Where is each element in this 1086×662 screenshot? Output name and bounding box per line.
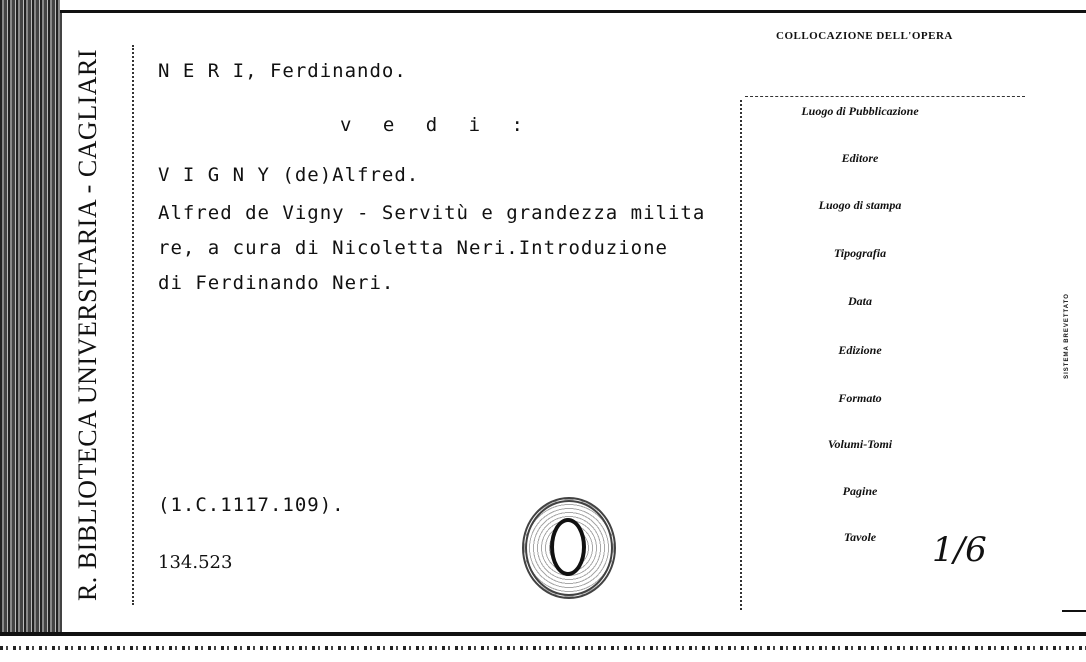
library-name: R. BIBLIOTECA UNIVERSITARIA - CAGLIARI <box>73 48 102 602</box>
left-margin-rule <box>132 45 134 605</box>
card-left-edge <box>0 0 62 658</box>
field-pagine: Pagine <box>842 484 878 498</box>
field-tavole: Tavole <box>843 530 877 544</box>
field-editore: Editore <box>841 151 879 165</box>
body-line: di Ferdinando Neri. <box>158 272 395 294</box>
tavole-value: 1/6 <box>932 530 987 570</box>
see-label: v e d i : <box>340 114 533 136</box>
field-edizione: Edizione <box>838 343 882 357</box>
field-tipografia: Tipografia <box>833 246 887 260</box>
field-data: Data <box>848 294 872 308</box>
card-top-edge <box>60 0 1086 13</box>
inventory-number: 134.523 <box>158 552 233 573</box>
see-target: V I G N Y (de)Alfred. <box>158 164 420 186</box>
library-stamp-center <box>550 518 586 576</box>
field-formato: Formato <box>838 391 882 405</box>
collocation-header: COLLOCAZIONE DELL'OPERA <box>776 30 953 42</box>
body-line: re, a cura di Nicoletta Neri.Introduzione <box>158 237 668 259</box>
field-luogo-pubblicazione: Luogo di Pubblicazione <box>801 104 919 118</box>
call-number: (1.C.1117.109). <box>158 494 345 516</box>
header-rule <box>745 96 1025 97</box>
field-luogo-stampa: Luogo di stampa <box>818 198 902 212</box>
side-label: SISTEMA BREVETTATO <box>1064 293 1070 379</box>
body-line: Alfred de Vigny - Servitù e grandezza milita <box>158 202 706 224</box>
column-divider-rule <box>740 100 742 610</box>
entry-heading: N E R I, Ferdinando. <box>158 60 407 82</box>
right-edge-mark <box>1062 610 1086 612</box>
field-volumi-tomi: Volumi-Tomi <box>827 437 893 451</box>
